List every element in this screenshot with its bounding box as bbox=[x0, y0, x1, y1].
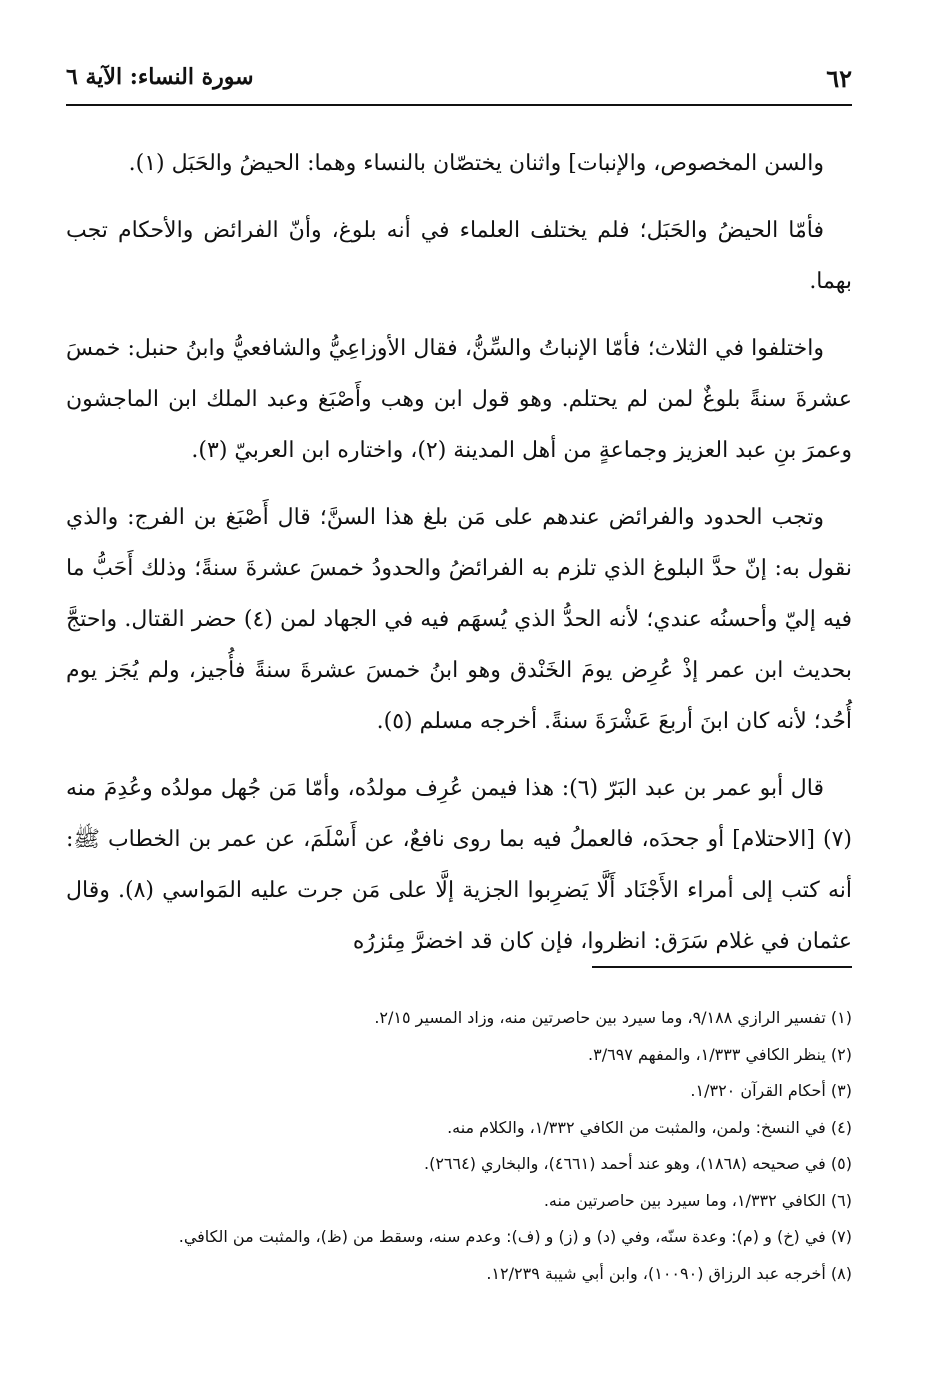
footnote-item: (٢) ينظر الكافي ١/٣٣٣، والمفهم ٣/٦٩٧. bbox=[588, 1044, 852, 1064]
running-title: سورة النساء: الآية ٦ bbox=[66, 64, 254, 90]
footnote-item: (١) تفسير الرازي ٩/١٨٨، وما سيرد بين حاصرتين منه، وزاد المسير ٢/١٥. bbox=[374, 1008, 852, 1027]
paragraph: وتجب الحدود والفرائض عندهم على مَن بلغ هذا السنَّ؛ قال أَصْبَغ بن الفرج: والذي نقول به: إنّ حدَّ البلوغ الذي تلزم به الفرائضُ والحدودُ خمسَ عشرةَ سنةً؛ وذلك أَحَبُّ ما فيه إليّ وأحسنُه عندي؛ لأنه الحدُّ الذي يُسهَم فيه في الجهاد لمن (٤) حضر القتال. واحتجَّ بحديث ابن عمر إذْ عُرِض يومَ الخَنْدق وهو ابنُ خمسَ عشرةَ سنةً فأُجيز، ولم يُجَز يوم أُحُد؛ لأنه كان ابنَ أربعَ عَشْرَةَ سنةً. أخرجه مسلم (٥). bbox=[66, 505, 852, 734]
header-rule bbox=[66, 104, 852, 106]
footnote-separator bbox=[592, 966, 852, 968]
paragraph: قال أبو عمر بن عبد البَرّ (٦): هذا فيمن عُرِف مولدُه، وأمّا مَن جُهل مولدُه وعُدِمَ منه (٧) [الاحتلام] أو جحدَه، فالعملُ فيه بما روى نافعٌ، عن أَسْلَمَ، عن عمر بن الخطاب ﷺ: أنه كتب إلى أمراء الأَجْنَاد أَلَّا يَضرِبوا الجزية إلَّا على مَن جرت عليه المَواسي (٨). وقال عثمان في غلام سَرَق: انظروا، فإن كان قد اخضرَّ مِئزرُه bbox=[66, 776, 852, 954]
page-header bbox=[66, 62, 852, 104]
footnote-item: (٤) في النسخ: ولمن، والمثبت من الكافي ١/٣٣٢، والكلام منه. bbox=[447, 1117, 852, 1137]
footnote-item: (٧) في (خ) و (م): وعدة سنّه، وفي (د) و (ز) و (ف): وعدم سنه، وسقط من (ظ)، والمثبت من الكافي. bbox=[178, 1227, 852, 1246]
footnote-item: (٨) أخرجه عبد الرزاق (١٠٠٩٠)، وابن أبي شيبة ١٢/٢٣٩. bbox=[486, 1263, 852, 1283]
paragraph: فأمّا الحيضُ والحَبَل؛ فلم يختلف العلماء في أنه بلوغ، وأنّ الفرائض والأحكام تجب بهما. bbox=[66, 218, 852, 294]
footnote-item: (٣) أحكام القرآن ١/٣٢٠. bbox=[690, 1081, 852, 1100]
paragraph: والسن المخصوص، والإنبات] واثنان يختصّان بالنساء وهما: الحيضُ والحَبَل (١). bbox=[128, 151, 824, 176]
paragraph: واختلفوا في الثلاث؛ فأمّا الإنباتُ والسِّنُّ، فقال الأوزاعِيُّ والشافعيُّ وابنُ حنبل: خمسَ عشرةَ سنةً بلوغٌ لمن لم يحتلم. وهو قول ابن وهب وأَصْبَغ وعبد الملك ابن الماجشون وعمرَ بنِ عبد العزيز وجماعةٍ من أهل المدينة (٢)، واختاره ابن العربيّ (٣). bbox=[66, 336, 852, 463]
footnote-item: (٦) الكافي ١/٣٣٢، وما سيرد بين حاصرتين منه. bbox=[543, 1190, 852, 1210]
footnotes bbox=[66, 1000, 852, 1292]
main-text bbox=[66, 138, 852, 983]
page-number: ٦٢ bbox=[826, 64, 852, 93]
footnote-item: (٥) في صحيحه (١٨٦٨)، وهو عند أحمد (٤٦٦١)، والبخاري (٢٦٦٤). bbox=[423, 1154, 852, 1173]
